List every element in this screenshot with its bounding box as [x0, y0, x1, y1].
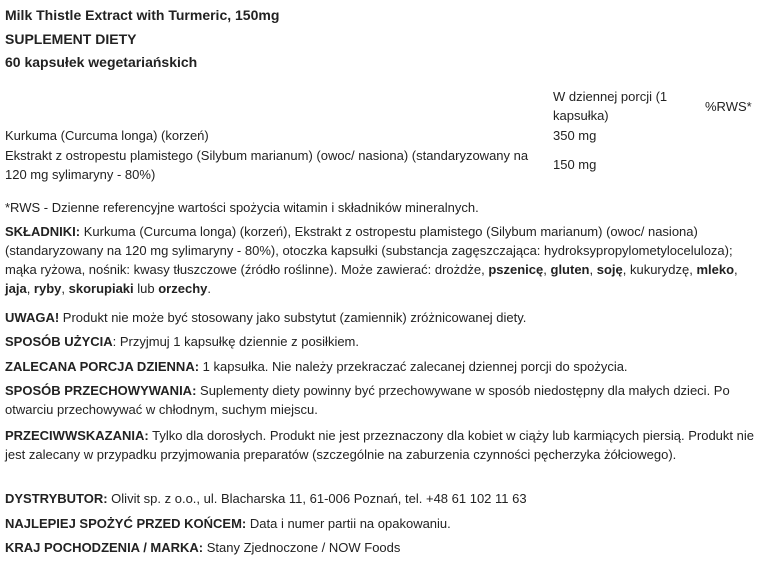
daily-dose-label: ZALECANA PORCJA DZIENNA:: [5, 359, 200, 374]
allergen: orzechy: [158, 281, 208, 296]
warning-label: UWAGA!: [5, 310, 60, 325]
best-before-section: [5, 514, 755, 533]
capsule-count: 60 kapsułek wegetariańskich: [5, 54, 198, 70]
ingredients-section: SKŁADNIKI: Kurkuma (Curcuma longa) (korzeń), Ekstrakt z ostropestu plamistego (Silybum marianum) (owoc/ nasiona) (standaryzowany na 120 mg sylimaryny - 80%), otoczka kapsułki (substancja zagęszczająca: hydroksypropylometyloceluloza); mąka ryżowa, nośnik: kwasy tłuszczowe (źródło roślinne). Może zawierać: drożdże, pszenicę, gluten, soję, kukurydzę, mleko, jaja, ryby, skorupiaki lub orzechy.: [5, 224, 738, 296]
allergen: soję: [596, 262, 623, 277]
distributor-label: DYSTRYBUTOR:: [5, 491, 108, 506]
ingredient-name-turmeric: Kurkuma (Curcuma longa) (korzeń): [5, 128, 209, 143]
ingredients-label: SKŁADNIKI:: [5, 224, 81, 239]
ingredient-amount-turmeric: 350 mg: [553, 128, 597, 143]
origin-label: KRAJ POCHODZENIA / MARKA:: [5, 540, 204, 555]
allergen: pszenicę: [488, 262, 544, 277]
distributor-section: [5, 489, 755, 508]
product-title: Milk Thistle Extract with Turmeric, 150mg: [5, 7, 280, 23]
storage-text: Suplementy diety powinny być przechowywane w sposób niedostępny dla małych dzieci. Po otwarciu przechowywać w chłodnym, suchym miejscu.: [5, 383, 730, 417]
allergen: mleko: [696, 262, 735, 277]
contraindications-section: [5, 426, 755, 464]
usage-section: [5, 332, 755, 351]
storage-label: SPOSÓB PRZECHOWYWANIA:: [5, 383, 197, 398]
ingredient-amount-milk-thistle: 150 mg: [553, 157, 597, 172]
best-before-text: Data i numer partii na opakowaniu.: [246, 516, 451, 531]
warning-section: [5, 308, 755, 327]
allergen: jaja: [5, 281, 27, 296]
distributor-text: Olivit sp. z o.o., ul. Blacharska 11, 61-006 Poznań, tel. +48 61 102 11 63: [107, 491, 527, 506]
allergen: skorupiaki: [68, 281, 134, 296]
rws-column-header: %RWS*: [705, 99, 752, 114]
origin-text: Stany Zjednoczone / NOW Foods: [203, 540, 401, 555]
daily-dose-text: 1 kapsułka. Nie należy przekraczać zalecanej dziennej porcji do spożycia.: [199, 359, 628, 374]
warning-text: Produkt nie może być stosowany jako substytut (zamiennik) zróżnicowanej diety.: [59, 310, 527, 325]
usage-text: : Przyjmuj 1 kapsułkę dziennie z posiłkiem.: [112, 334, 360, 349]
origin-section: [5, 538, 755, 557]
allergen: gluten: [550, 262, 590, 277]
contraindications-text: Tylko dla dorosłych. Produkt nie jest przeznaczony dla kobiet w ciąży lub karmiących piersią. Produkt nie jest zalecany w przypadku przyjmowania preparatów (szczególnie na zaburzenia czynności pęcherzyka żółciowego).: [5, 428, 754, 462]
serving-column-header: W dziennej porcji (1 kapsułka): [553, 89, 668, 123]
best-before-label: NAJLEPIEJ SPOŻYĆ PRZED KOŃCEM:: [5, 516, 247, 531]
product-category: SUPLEMENT DIETY: [5, 31, 137, 47]
daily-dose-section: [5, 357, 755, 376]
allergen: ryby: [33, 281, 62, 296]
ingredient-name-milk-thistle: Ekstrakt z ostropestu plamistego (Silybum marianum) (owoc/ nasiona) (standaryzowany na 120 mg sylimaryny - 80%): [5, 148, 529, 182]
usage-label: SPOSÓB UŻYCIA: [5, 334, 113, 349]
storage-section: [5, 381, 755, 419]
rws-footnote: *RWS - Dzienne referencyjne wartości spożycia witamin i składników mineralnych.: [5, 200, 479, 215]
contraindications-label: PRZECIWWSKAZANIA:: [5, 428, 149, 443]
ingredients-text: Kurkuma (Curcuma longa) (korzeń), Ekstrakt z ostropestu plamistego (Silybum marianum) (owoc/ nasiona) (standaryzowany na 120 mg sylimaryny - 80%), otoczka kapsułki (substancja zagęszczająca: hydroksypropylometyloceluloza); mąka ryżowa, nośnik: kwasy tłuszczowe (źródło roślinne). Może zawierać: drożdże,: [5, 224, 733, 277]
